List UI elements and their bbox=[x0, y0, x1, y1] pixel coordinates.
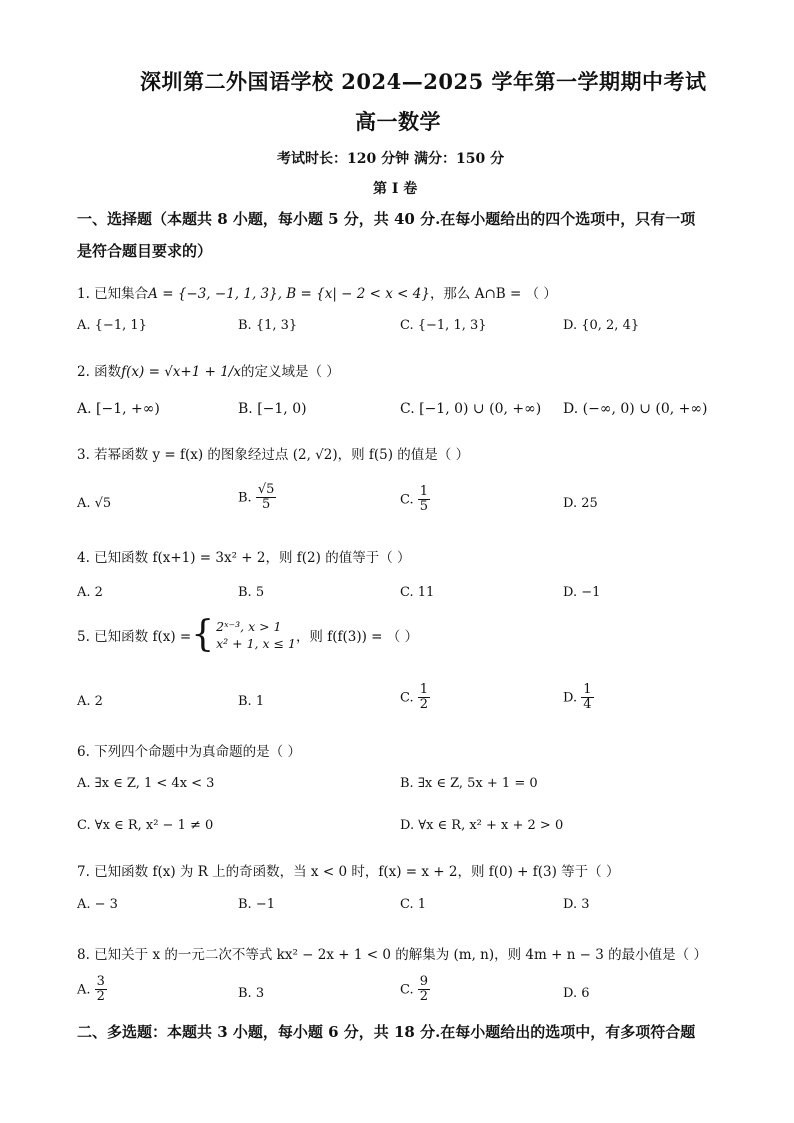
q6-option-c: C. ∀x ∈ R, x² − 1 ≠ 0 bbox=[77, 818, 214, 833]
q4-option-c: C. 11 bbox=[400, 585, 435, 600]
q1-stem-math: A = {−3, −1, 1, 3}, B = {x| − 2 < x < 4} bbox=[148, 286, 430, 302]
fraction-numerator: 1 bbox=[419, 484, 429, 499]
fraction-denominator: 5 bbox=[261, 497, 271, 513]
q8-option-a-label: A. bbox=[77, 982, 91, 998]
exam-info: 考试时长：120 分钟 满分：150 分 bbox=[277, 151, 505, 167]
q7-option-d: D. 3 bbox=[563, 897, 590, 912]
q2-stem-math: f(x) = √x+1 + 1/x bbox=[121, 364, 241, 380]
q5-option-c-fraction bbox=[418, 683, 430, 713]
fraction-denominator: 2 bbox=[419, 697, 429, 713]
q5-case-1: 2ˣ⁻³, x > 1 bbox=[216, 618, 282, 634]
q1-stem-pre: 1. 已知集合 bbox=[77, 286, 149, 302]
q5-cases bbox=[216, 618, 296, 653]
q8-option-d: D. 6 bbox=[563, 986, 590, 1001]
subject-title: 高一数学 bbox=[355, 109, 441, 134]
q4-option-a: A. 2 bbox=[77, 585, 103, 600]
q1-option-b: B. {1, 3} bbox=[238, 318, 298, 333]
fraction-numerator: 1 bbox=[583, 682, 592, 697]
q2-option-d: D. (−∞, 0) ∪ (0, +∞) bbox=[563, 401, 708, 417]
question-1-stem bbox=[77, 282, 557, 302]
q1-option-c: C. {−1, 1, 3} bbox=[400, 318, 487, 333]
q3-option-c bbox=[400, 485, 430, 515]
q5-stem-pre: 5. 已知函数 f(x) = bbox=[77, 629, 192, 645]
q2-stem-pre: 2. 函数 bbox=[77, 364, 122, 380]
brace-symbol: { bbox=[191, 614, 215, 655]
q4-option-d: D. −1 bbox=[563, 585, 601, 600]
fraction-denominator: 2 bbox=[96, 989, 105, 1005]
volume-label: 第 I 卷 bbox=[373, 181, 418, 197]
question-5-stem bbox=[77, 614, 419, 655]
q5-stem-post: ，则 f(f(3)) = （ ） bbox=[295, 629, 419, 645]
q1-option-d: D. {0, 2, 4} bbox=[563, 318, 640, 333]
q5-option-c-label: C. bbox=[400, 690, 414, 706]
q8-option-c-label: C. bbox=[400, 982, 414, 998]
q3-option-d: D. 25 bbox=[563, 496, 598, 511]
q3-option-c-fraction bbox=[418, 485, 430, 515]
q6-option-d: D. ∀x ∈ R, x² + x + 2 > 0 bbox=[400, 818, 564, 833]
fraction-numerator: 1 bbox=[419, 682, 429, 697]
fraction-denominator: 5 bbox=[419, 499, 429, 515]
q8-option-a bbox=[77, 975, 107, 1005]
q6-option-a: A. ∃x ∈ Z, 1 < 4x < 3 bbox=[77, 776, 215, 791]
section2-heading: 二、多选题：本题共 3 小题，每小题 6 分，共 18 分.在每小题给出的选项中，有多项符合题 bbox=[77, 1023, 696, 1041]
q7-option-a: A. − 3 bbox=[77, 897, 118, 912]
q5-option-d-label: D. bbox=[563, 690, 578, 706]
q3-option-b-label: B. bbox=[238, 490, 252, 506]
fraction-denominator: 2 bbox=[419, 989, 429, 1005]
question-6-stem: 6. 下列四个命题中为真命题的是（ ） bbox=[77, 744, 301, 760]
q2-option-b: B. [−1, 0) bbox=[238, 401, 307, 417]
q2-option-a: A. [−1, +∞) bbox=[77, 401, 160, 417]
q5-option-c bbox=[400, 683, 430, 713]
fraction-numerator: 3 bbox=[96, 974, 105, 989]
q4-option-b: B. 5 bbox=[238, 585, 265, 600]
q3-option-b bbox=[238, 483, 276, 513]
q8-option-a-fraction bbox=[95, 975, 107, 1005]
q1-option-a: A. {−1, 1} bbox=[77, 318, 147, 333]
q3-option-c-label: C. bbox=[400, 492, 414, 508]
fraction-denominator: 4 bbox=[583, 697, 592, 713]
question-7-stem: 7. 已知函数 f(x) 为 R 上的奇函数，当 x < 0 时，f(x) = x + 2，则 f(0) + f(3) 等于（ ） bbox=[77, 864, 620, 880]
q5-option-b: B. 1 bbox=[238, 694, 265, 709]
q5-piecewise bbox=[77, 614, 419, 655]
q8-option-b: B. 3 bbox=[238, 986, 265, 1001]
section1-heading-line1: 一、选择题（本题共 8 小题，每小题 5 分，共 40 分.在每小题给出的四个选项中，只有一项 bbox=[77, 210, 696, 228]
q6-option-b: B. ∃x ∈ Z, 5x + 1 = 0 bbox=[400, 776, 538, 791]
q8-option-c bbox=[400, 975, 430, 1005]
q1-stem-post: ，那么 A∩B = （ ） bbox=[429, 286, 557, 302]
q3-option-b-fraction bbox=[256, 483, 277, 513]
q5-case-2: x² + 1, x ≤ 1 bbox=[216, 636, 296, 651]
fraction-numerator: √5 bbox=[257, 482, 275, 497]
q5-option-a: A. 2 bbox=[77, 694, 103, 709]
q2-option-c: C. [−1, 0) ∪ (0, +∞) bbox=[400, 401, 542, 417]
q7-option-c: C. 1 bbox=[400, 897, 427, 912]
q8-option-c-fraction bbox=[418, 975, 430, 1005]
q5-option-d-fraction bbox=[581, 683, 593, 713]
question-4-stem: 4. 已知函数 f(x+1) = 3x² + 2，则 f(2) 的值等于（ ） bbox=[77, 550, 411, 566]
exam-title: 深圳第二外国语学校 2024—2025 学年第一学期期中考试 bbox=[140, 69, 707, 94]
q2-stem-post: 的定义域是（ ） bbox=[240, 364, 340, 380]
q3-option-a: A. √5 bbox=[77, 496, 112, 511]
question-8-stem: 8. 已知关于 x 的一元二次不等式 kx² − 2x + 1 < 0 的解集为 (m, n)，则 4m + n − 3 的最小值是（ ） bbox=[77, 947, 707, 963]
section1-heading-line2: 是符合题目要求的） bbox=[77, 242, 213, 260]
q5-option-d bbox=[563, 683, 594, 713]
q7-option-b: B. −1 bbox=[238, 897, 275, 912]
question-2-stem bbox=[77, 360, 340, 380]
fraction-numerator: 9 bbox=[419, 974, 429, 989]
question-3-stem: 3. 若幂函数 y = f(x) 的图象经过点 (2, √2)，则 f(5) 的值是（ ） bbox=[77, 447, 470, 463]
